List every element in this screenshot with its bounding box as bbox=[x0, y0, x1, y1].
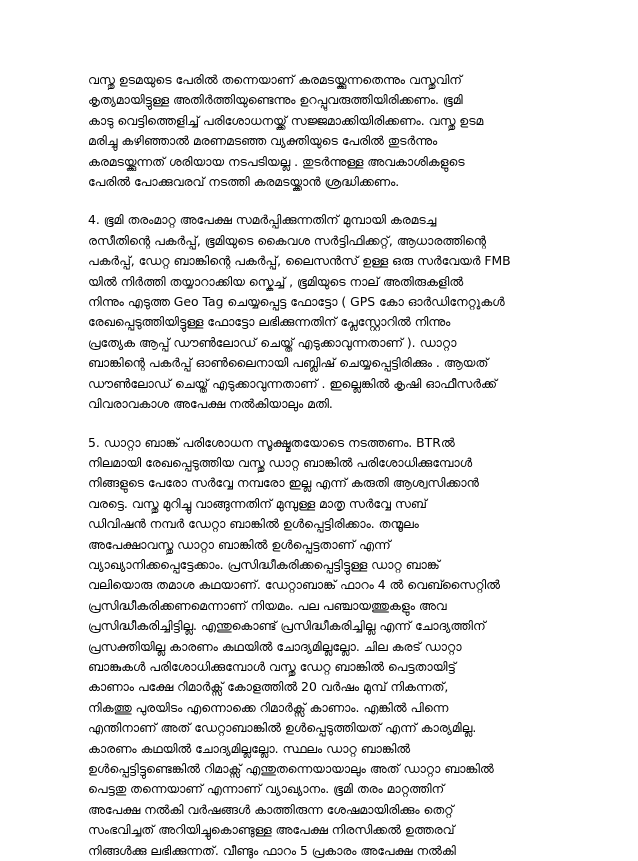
paragraph-gap bbox=[88, 192, 568, 210]
text-line: ഉൾപ്പെട്ടിട്ടുണ്ടെങ്കിൽ റിമാക്സ് എന്തുതന്നെയായാലും അത് ഡാറ്റാ ബാങ്കിൽ bbox=[88, 759, 568, 779]
paragraph-land-ownership bbox=[88, 70, 568, 192]
text-line: രസീതിന്റെ പകർപ്പ്, ഭൂമിയുടെ കൈവശ സർട്ടിഫിക്കറ്റ്, ആധാരത്തിന്റെ bbox=[88, 231, 568, 251]
paragraph-item-4 bbox=[88, 210, 568, 414]
text-line: അപേക്ഷാവസ്തു ഡാറ്റാ ബാങ്കിൽ ഉൾപ്പെട്ടതാണ് എന്ന് bbox=[88, 535, 568, 555]
text-line: പെട്ടതു തന്നെയാണ് എന്നാണ് വ്യാഖ്യാനം. ഭൂമി തരം മാറ്റത്തിന് bbox=[88, 779, 568, 799]
text-line: സംഭവിച്ചത് അറിയിച്ചുകൊണ്ടുള്ള അപേക്ഷ നിരസിക്കൽ ഉത്തരവ് bbox=[88, 820, 568, 840]
text-line: കാണാം പക്ഷേ റിമാർക്സ് കോളത്തിൽ 20 വർഷം മുമ്പ് നികന്നത്, bbox=[88, 677, 568, 697]
text-line: വിവരാവകാശ അപേക്ഷ നൽകിയാലും മതി. bbox=[88, 394, 568, 414]
text-line: ഡൗൺലോഡ് ചെയ്ത് എടുക്കാവുന്നതാണ് . ഇല്ലെങ്കിൽ കൃഷി ഓഫീസർക്ക് bbox=[88, 374, 568, 394]
text-line: ബാങ്കുകൾ പരിശോധിക്കുമ്പോൾ വസ്തു ഡേറ്റ ബാങ്കിൽ പെട്ടതായിട്ട് bbox=[88, 657, 568, 677]
text-line: ബാങ്കിന്റെ പകർപ്പ് ഓൺലൈനായി പബ്ലിഷ് ചെയ്യപ്പെട്ടിരിക്കും . ആയത് bbox=[88, 353, 568, 373]
text-line: പകർപ്പ്, ഡേറ്റ ബാങ്കിന്റെ പകർപ്പ്, ലൈസൻസ് ഉള്ള ഒരു സർവേയർ FMB bbox=[88, 251, 568, 271]
text-line: പ്രസിദ്ധീകരിക്കണമെന്നാണ് നിയമം. പല പഞ്ചായത്തുകളും അവ bbox=[88, 596, 568, 616]
text-line: നിങ്ങൾക്കു ലഭിക്കുന്നത്. വീണ്ടും ഫാറം 5 പ്രകാരം അപേക്ഷ നൽകി bbox=[88, 841, 568, 861]
text-line: നികത്തു പുരയിടം എന്നൊക്കെ റിമാർക്സ് കാണാം. എങ്കിൽ പിന്നെ bbox=[88, 698, 568, 718]
text-line: പ്രസിദ്ധീകരിച്ചിട്ടില്ല. എന്തുകൊണ്ട് പ്രസിദ്ധീകരിച്ചില്ല എന്ന് ചോദ്യത്തിന് bbox=[88, 616, 568, 636]
text-line: കാരണം കഥയിൽ ചോദ്യമില്ലല്ലോ. സ്ഥലം ഡാറ്റ ബാങ്കിൽ bbox=[88, 739, 568, 759]
text-line: യിൽ നിർത്തി തയ്യാറാക്കിയ സ്കെച്ച് , ഭൂമിയുടെ നാല് അതിരുകളിൽ bbox=[88, 272, 568, 292]
paragraph-gap bbox=[88, 415, 568, 433]
text-line: വലിയൊരു തമാശ കഥയാണ്. ഡേറ്റാബാങ്ക് ഫാറം 4 ൽ വെബ്സൈറ്റിൽ bbox=[88, 575, 568, 595]
text-line: കൃത്യമായിട്ടുള്ള അതിർത്തിയുണ്ടെന്നും ഉറപ്പുവരുത്തിയിരിക്കണം. ഭൂമി bbox=[88, 90, 568, 110]
text-line: കരമടയ്ക്കുന്നത് ശരിയായ നടപടിയല്ല . തുടർന്നുള്ള അവകാശികളുടെ bbox=[88, 152, 568, 172]
text-line: കാടു വെട്ടിത്തെളിച്ച് പരിശോധനയ്ക്ക് സജ്ജമാക്കിയിരിക്കണം. വസ്തു ഉടമ bbox=[88, 111, 568, 131]
text-line: എന്തിനാണ് അത് ഡേറ്റാബാങ്കിൽ ഉൾപ്പെടുത്തിയത് എന്ന് കാര്യമില്ല. bbox=[88, 718, 568, 738]
text-line: വസ്തു ഉടമയുടെ പേരിൽ തന്നെയാണ് കരമടയ്ക്കുന്നതെന്നും വസ്തുവിന് bbox=[88, 70, 568, 90]
text-line: വരട്ടെ. വസ്തു മുറിച്ചു വാങ്ങുന്നതിന് മുമ്പുള്ള മാതൃ സർവ്വേ സബ് bbox=[88, 494, 568, 514]
paragraph-item-5 bbox=[88, 433, 568, 861]
text-line: പ്രത്യേക ആപ്പ് ഡൗൺലോഡ് ചെയ്ത് എടുക്കാവുന്നതാണ് ). ഡാറ്റാ bbox=[88, 333, 568, 353]
text-line: 5. ഡാറ്റാ ബാങ്ക് പരിശോധന സൂക്ഷ്മതയോടെ നടത്തണം. BTRൽ bbox=[88, 433, 568, 453]
text-line: പ്രസക്തിയില്ല കാരണം കഥയിൽ ചോദ്യമില്ലല്ലോ. ചില കരട് ഡാറ്റാ bbox=[88, 637, 568, 657]
text-line: വ്യാഖ്യാനിക്കപ്പെട്ടേക്കാം. പ്രസിദ്ധീകരിക്കപ്പെട്ടിട്ടുള്ള ഡാറ്റ ബാങ്ക് bbox=[88, 555, 568, 575]
text-line: നിലമായി രേഖപ്പെടുത്തിയ വസ്തു ഡാറ്റ ബാങ്കിൽ പരിശോധിക്കുമ്പോൾ bbox=[88, 453, 568, 473]
text-line: ഡിവിഷൻ നമ്പർ ഡേറ്റാ ബാങ്കിൽ ഉൾപ്പെട്ടിരിക്കാം. തന്മൂലം bbox=[88, 514, 568, 534]
text-line: നിങ്ങളുടെ പേരോ സർവ്വേ നമ്പരോ ഇല്ല എന്ന് കരുതി ആശ്വസിക്കാൻ bbox=[88, 473, 568, 493]
document-body bbox=[88, 70, 568, 861]
text-line: രേഖപ്പെടുത്തിയിട്ടുള്ള ഫോട്ടോ ലഭിക്കുന്നതിന് പ്ലേസ്റ്റോറിൽ നിന്നും bbox=[88, 312, 568, 332]
text-line: മരിച്ചു കഴിഞ്ഞാൽ മരണമടഞ്ഞ വ്യക്തിയുടെ പേരിൽ തുടർന്നും bbox=[88, 131, 568, 151]
text-line: നിന്നും എടുത്ത Geo Tag ചെയ്യപ്പെട്ട ഫോട്ടോ ( GPS കോ ഓർഡിനേറ്റുകൾ bbox=[88, 292, 568, 312]
text-line: പേരിൽ പോക്കുവരവ് നടത്തി കരമടയ്ക്കാൻ ശ്രദ്ധിക്കണം. bbox=[88, 172, 568, 192]
text-line: അപേക്ഷ നൽകി വർഷങ്ങൾ കാത്തിരുന്ന ശേഷമായിരിക്കും തെറ്റ് bbox=[88, 800, 568, 820]
text-line: 4. ഭൂമി തരംമാറ്റ അപേക്ഷ സമർപ്പിക്കുന്നതിന് മുമ്പായി കരമടച്ച bbox=[88, 210, 568, 230]
